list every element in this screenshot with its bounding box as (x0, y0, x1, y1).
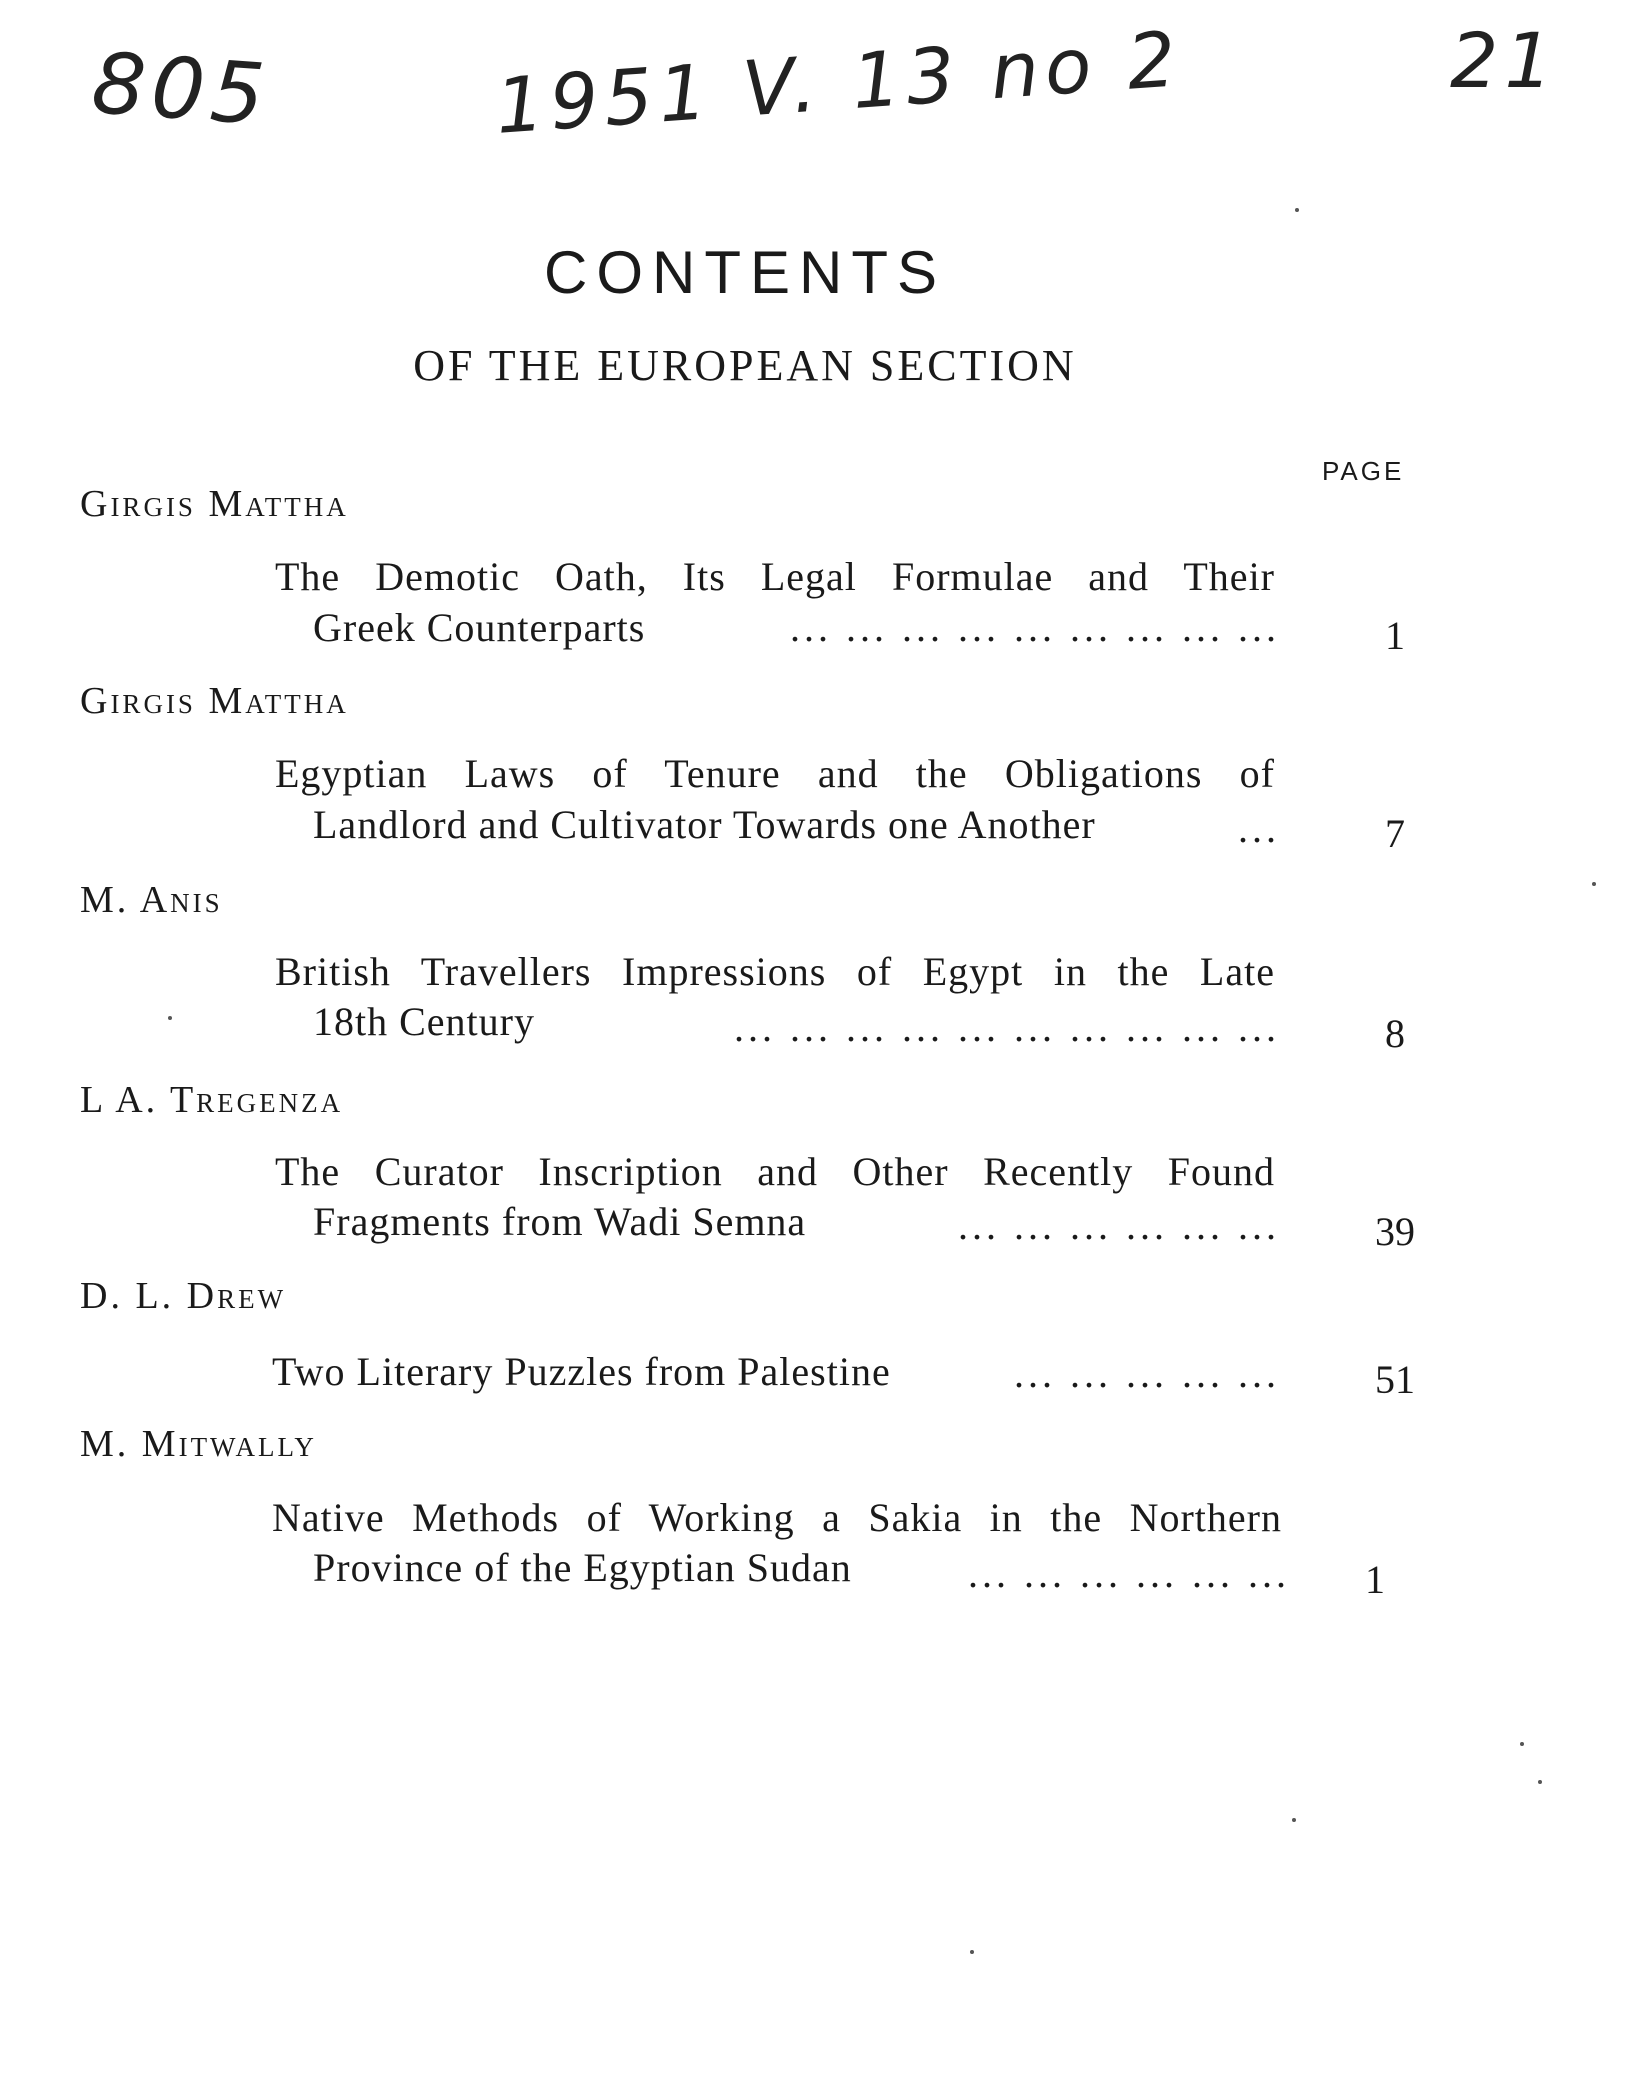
entry-title-line-1: The Demotic Oath, Its Legal Formulae and Their (275, 554, 1275, 599)
entry-page-number: 39 (1375, 1209, 1415, 1254)
handwritten-volume-note: 1951 V. 13 no 2 (492, 14, 1185, 151)
scan-speck (1292, 1818, 1296, 1822)
entry-page-number: 8 (1385, 1011, 1405, 1056)
entry-title-line-1: The Curator Inscription and Other Recently Found (275, 1149, 1275, 1194)
dot-leaders: ... ... ... ... ... ... (968, 1551, 1290, 1596)
entry-title-line-2: Landlord and Cultivator Towards one Another (313, 802, 1096, 847)
entry-title-line-2: Greek Counterparts (313, 605, 646, 650)
entry-title-line-1: Two Literary Puzzles from Palestine (272, 1349, 891, 1394)
page-subtitle: OF THE EUROPEAN SECTION (413, 341, 1077, 390)
handwritten-call-number: 805 (88, 33, 274, 145)
entry-page-number: 51 (1375, 1357, 1415, 1402)
dot-leaders: ... ... ... ... ... ... ... ... ... (790, 605, 1280, 650)
handwritten-number: 21 (1450, 16, 1559, 105)
entry-title-line-2: Province of the Egyptian Sudan (313, 1545, 852, 1590)
entry-page-number: 1 (1385, 613, 1405, 658)
dot-leaders: ... (1238, 806, 1280, 851)
dot-leaders: ... ... ... ... ... ... ... ... ... ... (734, 1005, 1280, 1050)
entry-title-line-2: 18th Century (313, 999, 535, 1044)
entry-author: Girgis Mattha (80, 483, 349, 525)
entry-title-line-1: British Travellers Impressions of Egypt in the Late (275, 949, 1275, 994)
scan-speck (1295, 208, 1299, 212)
entry-author: M. Anis (80, 879, 223, 921)
entry-author: Girgis Mattha (80, 680, 349, 722)
scan-speck (168, 1016, 172, 1020)
page-title: CONTENTS (544, 239, 946, 306)
entry-title-line-1: Native Methods of Working a Sakia in the Northern (272, 1495, 1282, 1540)
entry-author: L A. Tregenza (80, 1079, 344, 1121)
scan-speck (970, 1950, 974, 1954)
entry-title-line-1: Egyptian Laws of Tenure and the Obligations of (275, 751, 1275, 796)
dot-leaders: ... ... ... ... ... ... (958, 1203, 1280, 1248)
scan-speck (1520, 1742, 1524, 1746)
scan-speck (1592, 882, 1596, 886)
dot-leaders: ... ... ... ... ... (1014, 1351, 1280, 1396)
entry-author: M. Mitwally (80, 1423, 317, 1465)
entry-author: D. L. Drew (80, 1275, 287, 1317)
entry-page-number: 1 (1365, 1557, 1385, 1602)
page-column-header: PAGE (1322, 456, 1405, 486)
entry-page-number: 7 (1385, 811, 1405, 856)
entry-title-line-2: Fragments from Wadi Semna (313, 1199, 807, 1244)
scan-speck (1538, 1780, 1542, 1784)
